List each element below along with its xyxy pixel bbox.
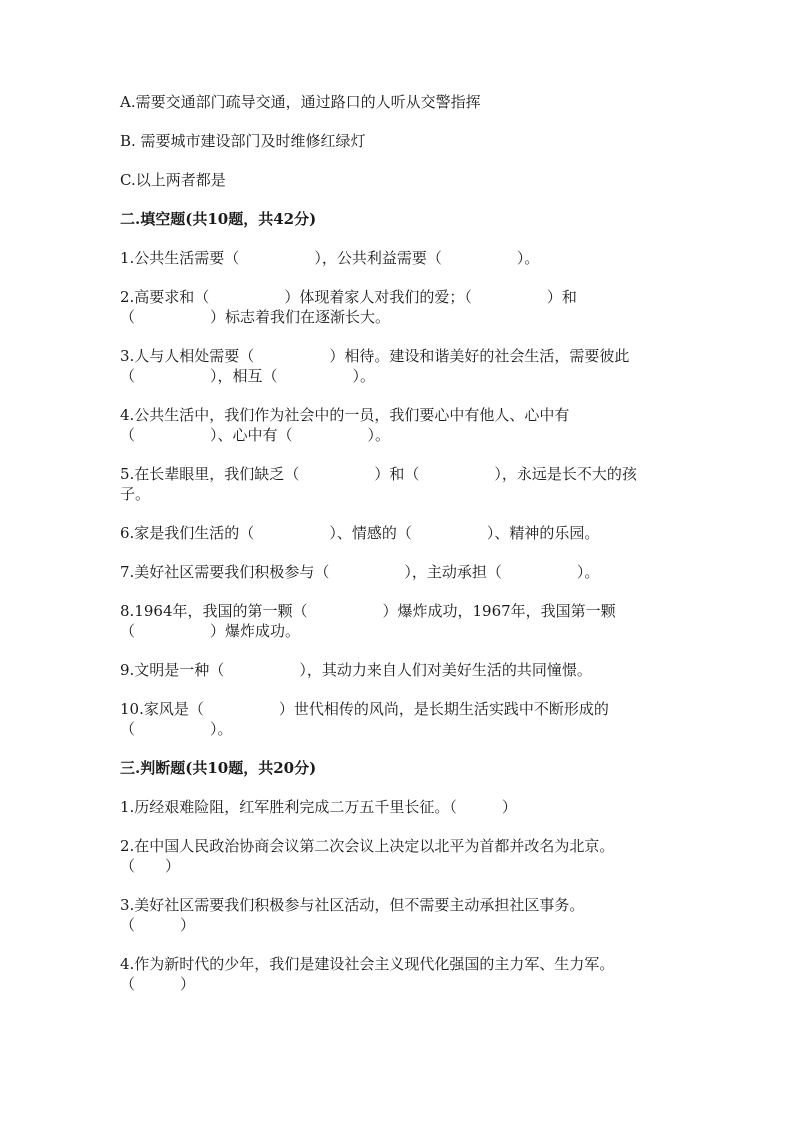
fill-question-7: [120, 562, 680, 582]
question-line: （ ）、心中有（ ）。: [120, 426, 391, 444]
judge-question-4: [120, 954, 680, 994]
fill-question-8: [120, 601, 680, 641]
question-line: 2.在中国人民政治协商会议第二次会议上决定以北平为首都并改名为北京。: [120, 837, 615, 855]
question-line: 7.美好社区需要我们积极参与（ ），主动承担（ ）。: [120, 563, 600, 581]
question-line: 5.在长辈眼里，我们缺乏（ ）和（ ），永远是长不大的孩: [120, 465, 637, 483]
option-c: [120, 170, 680, 190]
option-c-text: C.以上两者都是: [120, 171, 226, 189]
question-line: （ ）标志着我们在逐渐长大。: [120, 308, 391, 326]
question-line: 10.家风是（ ）世代相传的风尚，是长期生活实践中不断形成的: [120, 700, 609, 718]
question-line: 8.1964年，我国的第一颗（ ）爆炸成功，1967年，我国第一颗: [120, 602, 616, 620]
fill-question-6: [120, 523, 680, 543]
question-line: （ ），相互（ ）。: [120, 367, 376, 385]
fill-question-4: [120, 405, 680, 445]
fill-question-5: [120, 464, 680, 504]
option-a-text: A.需要交通部门疏导交通，通过路口的人听从交警指挥: [120, 93, 481, 111]
section3-heading: 三.判断题(共10题，共20分): [120, 759, 317, 777]
fill-question-1: [120, 248, 680, 268]
question-line: 3.美好社区需要我们积极参与社区活动，但不需要主动承担社区事务。: [120, 896, 585, 914]
exam-page: [120, 92, 680, 1013]
question-line: （ ）: [120, 975, 196, 993]
question-line: 1.历经艰难险阻，红军胜利完成二万五千里长征。（ ）: [120, 798, 517, 816]
judge-question-3: [120, 895, 680, 935]
question-line: （ ）爆炸成功。: [120, 622, 301, 640]
question-line: 2.高要求和（ ）体现着家人对我们的爱；（ ）和: [120, 288, 577, 306]
fill-question-3: [120, 346, 680, 386]
question-line: 3.人与人相处需要（ ）相待。建设和谐美好的社会生活，需要彼此: [120, 347, 630, 365]
fill-question-10: [120, 699, 680, 739]
judge-question-2: [120, 836, 680, 876]
question-line: （ ）。: [120, 720, 233, 738]
question-line: （ ）: [120, 916, 196, 934]
question-line: 子。: [120, 485, 151, 503]
judge-question-1: [120, 797, 680, 817]
question-line: 4.作为新时代的少年，我们是建设社会主义现代化强国的主力军、生力军。: [120, 955, 615, 973]
section2-heading: 二.填空题(共10题，共42分): [120, 210, 317, 228]
fill-question-2: [120, 287, 680, 327]
option-b-text: B. 需要城市建设部门及时维修红绿灯: [120, 132, 366, 150]
fill-question-9: [120, 660, 680, 680]
question-line: （ ）: [120, 857, 181, 875]
question-line: 4.公共生活中，我们作为社会中的一员，我们要心中有他人、心中有: [120, 406, 570, 424]
question-line: 6.家是我们生活的（ ）、情感的（ ）、精神的乐园。: [120, 524, 600, 542]
option-a: [120, 92, 680, 112]
question-line: 1.公共生活需要（ ），公共利益需要（ ）。: [120, 249, 540, 267]
option-b: [120, 131, 680, 151]
question-line: 9.文明是一种（ ），其动力来自人们对美好生活的共同憧憬。: [120, 661, 592, 679]
